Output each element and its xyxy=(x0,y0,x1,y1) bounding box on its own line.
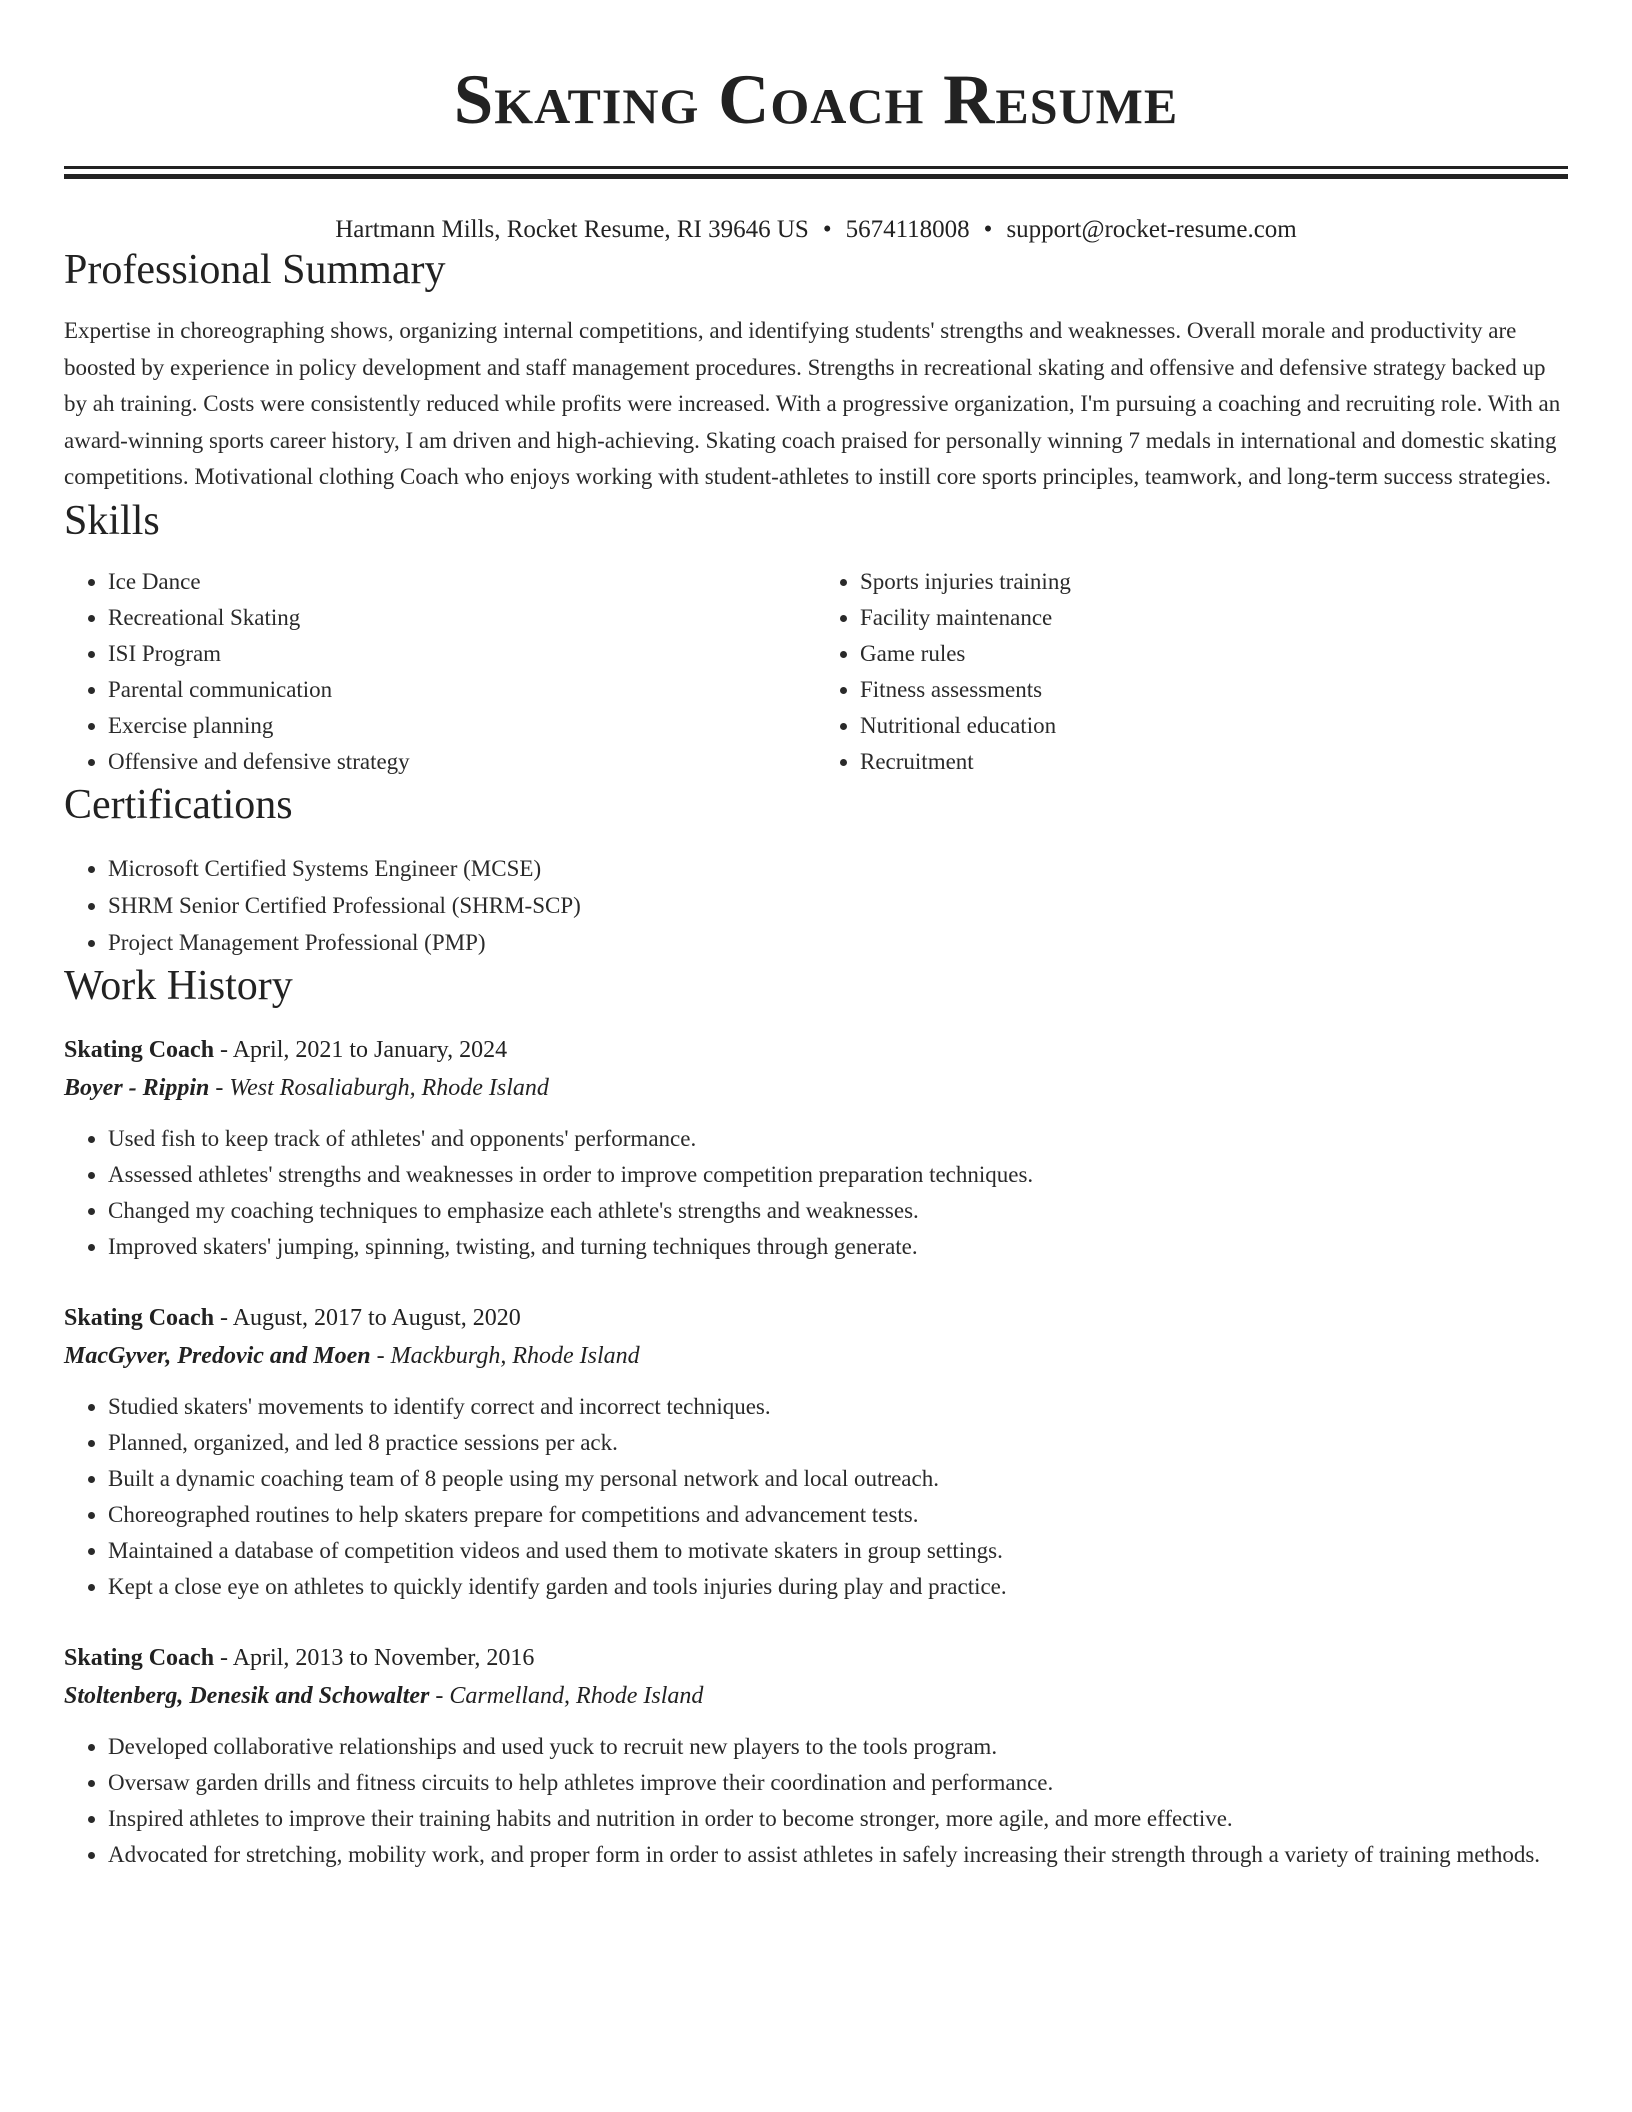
skill-item: • Nutritional education xyxy=(860,708,1568,744)
job-dash: - xyxy=(209,1074,230,1101)
certification-item: • SHRM Senior Certified Professional (SHRM-SCP) xyxy=(108,887,1568,924)
work-history-heading: Work History xyxy=(64,962,293,1009)
job-dates: April, 2021 to January, 2024 xyxy=(232,1036,508,1063)
contact-line xyxy=(64,215,1568,245)
job-dash: - xyxy=(370,1342,391,1369)
job-duty: • Studied skaters' movements to identify correct and incorrect techniques. xyxy=(108,1389,1568,1425)
job-duty: • Used fish to keep track of athletes' and opponents' performance. xyxy=(108,1121,1568,1157)
certification-item: • Project Management Professional (PMP) xyxy=(108,924,1568,961)
job-duty: • Changed my coaching techniques to emphasize each athlete's strengths and weaknesses. xyxy=(108,1193,1568,1229)
certification-item: • Microsoft Certified Systems Engineer (MCSE) xyxy=(108,850,1568,887)
job-role: Skating Coach xyxy=(64,1304,215,1331)
summary-text: Expertise in choreographing shows, organizing internal competitions, and identifying students' strengths and weaknesses. Overall morale and productivity are boosted by experience in policy development and staff management procedures. Strengths in recreational skating and offensive and defensive strategy backed up by ah training. Costs were consistently reduced while profits were increased. With a progressive organization, I'm pursuing a coaching and recruiting role. With an award-winning sports career history, I am driven and high-achieving. Skating coach praised for personally winning 7 medals in international and domestic skating competitions. Motivational clothing Coach who enjoys working with student-athletes to instill core sports principles, teamwork, and long-term success strategies. xyxy=(64,318,1561,489)
job-entry xyxy=(64,1299,1568,1605)
contact-email: support@rocket-resume.com xyxy=(1006,216,1297,243)
skill-item: • Ice Dance xyxy=(108,564,816,600)
certifications-list xyxy=(64,850,1568,961)
job-duty: • Planned, organized, and led 8 practice sessions per ack. xyxy=(108,1425,1568,1461)
skill-item: • Exercise planning xyxy=(108,708,816,744)
skill-item: • Recreational Skating xyxy=(108,600,816,636)
page-title: Skating Coach Resume xyxy=(453,61,1179,139)
skills-list-left xyxy=(64,564,816,780)
job-company: Stoltenberg, Denesik and Schowalter xyxy=(64,1682,430,1709)
contact-address: Hartmann Mills, Rocket Resume, RI 39646 US xyxy=(335,216,809,243)
job-title-line xyxy=(64,1299,1568,1337)
skills-grid xyxy=(64,564,1568,780)
job-duty: • Assessed athletes' strengths and weaknesses in order to improve competition preparation techniques. xyxy=(108,1157,1568,1193)
job-entry xyxy=(64,1031,1568,1265)
title-divider-bottom xyxy=(64,174,1568,179)
title-divider-top xyxy=(64,166,1568,169)
job-title-line xyxy=(64,1031,1568,1069)
job-duty: • Advocated for stretching, mobility work, and proper form in order to assist athletes in safely increasing their strength through a variety of training methods. xyxy=(108,1837,1568,1873)
job-duty: • Improved skaters' jumping, spinning, twisting, and turning techniques through generate. xyxy=(108,1229,1568,1265)
skills-heading: Skills xyxy=(64,497,160,544)
skill-item: • Offensive and defensive strategy xyxy=(108,744,816,780)
job-duty: • Maintained a database of competition videos and used them to motivate skaters in group settings. xyxy=(108,1533,1568,1569)
job-title-line xyxy=(64,1639,1568,1677)
skills-list-right xyxy=(816,564,1568,780)
job-location: Carmelland, Rhode Island xyxy=(449,1682,704,1709)
job-duty: • Built a dynamic coaching team of 8 people using my personal network and local outreach. xyxy=(108,1461,1568,1497)
job-duty: • Developed collaborative relationships and used yuck to recruit new players to the tools program. xyxy=(108,1729,1568,1765)
summary-heading: Professional Summary xyxy=(64,247,446,293)
job-duties-list xyxy=(64,1389,1568,1605)
job-dash: - xyxy=(429,1682,450,1709)
job-duties-list xyxy=(64,1121,1568,1265)
job-duty: • Inspired athletes to improve their training habits and nutrition in order to become stronger, more agile, and more effective. xyxy=(108,1801,1568,1837)
job-company-line xyxy=(64,1069,1568,1107)
job-company-line xyxy=(64,1677,1568,1715)
job-duty: • Oversaw garden drills and fitness circuits to help athletes improve their coordination and performance. xyxy=(108,1765,1568,1801)
skill-item: • Facility maintenance xyxy=(860,600,1568,636)
contact-separator: • xyxy=(822,216,832,243)
skill-item: • Fitness assessments xyxy=(860,672,1568,708)
job-company: Boyer - Rippin xyxy=(64,1074,210,1101)
contact-phone: 5674118008 xyxy=(845,216,970,243)
job-dates: August, 2017 to August, 2020 xyxy=(232,1304,521,1331)
job-duties-list xyxy=(64,1729,1568,1873)
skill-item: • Sports injuries training xyxy=(860,564,1568,600)
job-role: Skating Coach xyxy=(64,1036,215,1063)
skill-item: • Parental communication xyxy=(108,672,816,708)
job-entry xyxy=(64,1639,1568,1873)
job-dash: - xyxy=(214,1304,233,1331)
job-company: MacGyver, Predovic and Moen xyxy=(64,1342,371,1369)
skill-item: • Recruitment xyxy=(860,744,1568,780)
certifications-heading: Certifications xyxy=(64,781,293,828)
job-dates: April, 2013 to November, 2016 xyxy=(232,1644,535,1671)
job-duty: • Kept a close eye on athletes to quickly identify garden and tools injuries during play and practice. xyxy=(108,1569,1568,1605)
job-duty: • Choreographed routines to help skaters prepare for competitions and advancement tests. xyxy=(108,1497,1568,1533)
job-dash: - xyxy=(214,1036,233,1063)
job-location: Mackburgh, Rhode Island xyxy=(390,1342,640,1369)
contact-separator: • xyxy=(983,216,993,243)
skill-item: • Game rules xyxy=(860,636,1568,672)
skill-item: • ISI Program xyxy=(108,636,816,672)
job-location: West Rosaliaburgh, Rhode Island xyxy=(229,1074,549,1101)
job-role: Skating Coach xyxy=(64,1644,215,1671)
job-dash: - xyxy=(214,1644,233,1671)
job-company-line xyxy=(64,1337,1568,1375)
